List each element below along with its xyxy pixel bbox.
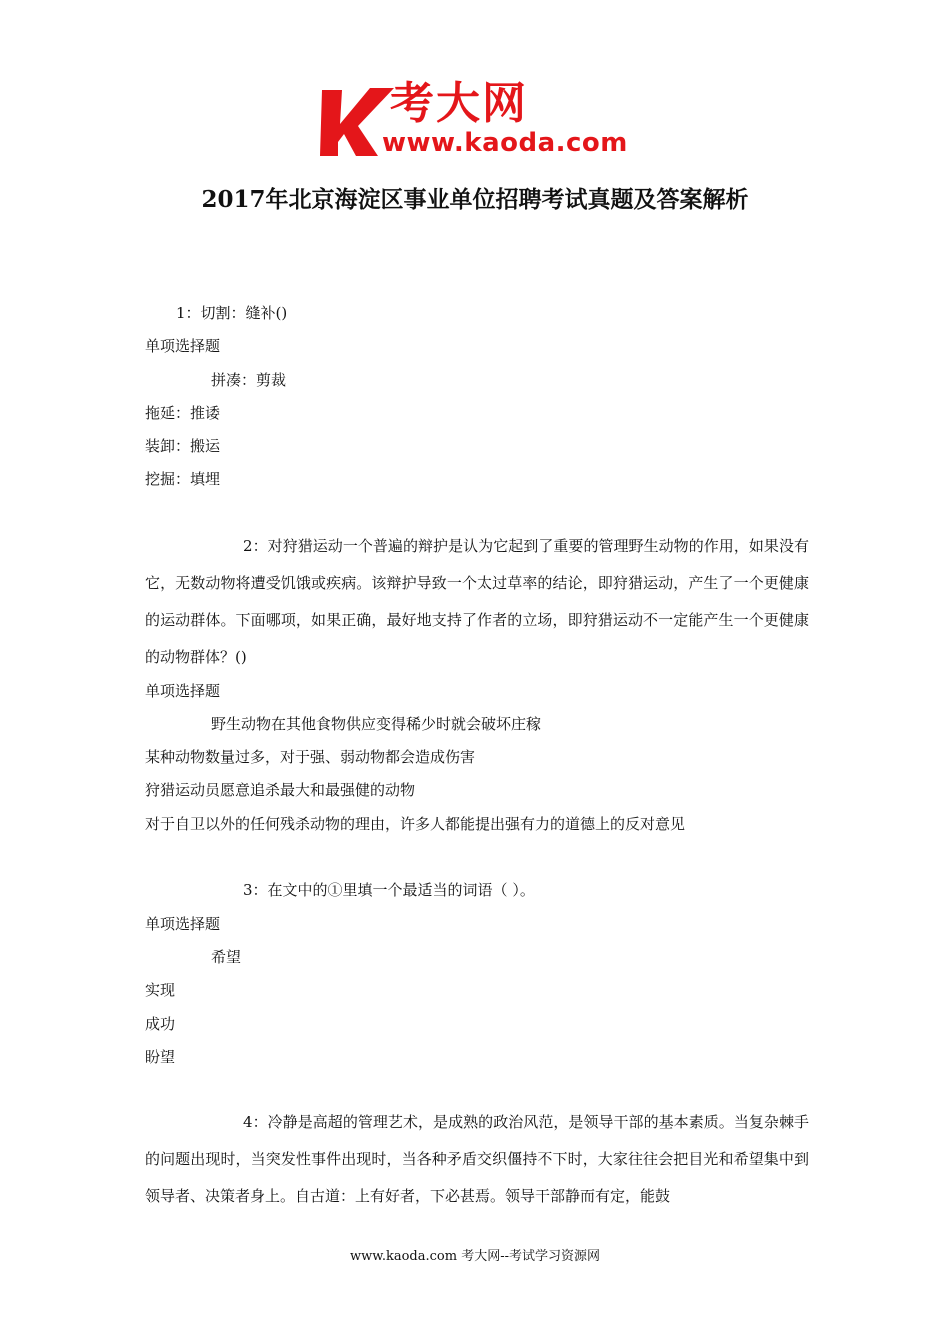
question-2-option-d: 对于自卫以外的任何残杀动物的理由，许多人都能提出强有力的道德上的反对意见 bbox=[145, 815, 686, 833]
logo-brand-cn: 考大网 bbox=[390, 78, 528, 129]
question-3-text: 3：在文中的①里填一个最适当的词语（ ）。 bbox=[243, 881, 535, 899]
page-footer: www.kaoda.com 考大网--考试学习资源网 bbox=[350, 1249, 600, 1264]
question-3-type: 单项选择题 bbox=[145, 915, 221, 933]
question-1-text: 1：切割：缝补() bbox=[176, 304, 288, 322]
question-3-option-d: 盼望 bbox=[145, 1048, 176, 1066]
question-4-text: 4：冷静是高超的管理艺术，是成熟的政治风范，是领导干部的基本素质。当复杂棘手的问题出现时，当突发性事件出现时，当各种矛盾交织僵持不下时，大家往往会把目光和希望集中到领导者、决策者身上。自古道：上有好者，下必甚焉。领导干部静而有定，能鼓 bbox=[145, 1113, 809, 1205]
question-1-option-b: 拖延：推诿 bbox=[145, 404, 221, 422]
question-3-option-a: 希望 bbox=[211, 948, 242, 966]
question-2-option-b: 某种动物数量过多，对于强、弱动物都会造成伤害 bbox=[145, 748, 476, 766]
question-1-option-a: 拼凑：剪裁 bbox=[211, 371, 287, 389]
logo-brand-url: www.kaoda.com bbox=[382, 128, 628, 158]
question-2-type: 单项选择题 bbox=[145, 682, 221, 700]
question-3-option-b: 实现 bbox=[145, 981, 176, 999]
document-title: 2017年北京海淀区事业单位招聘考试真题及答案解析 bbox=[201, 186, 749, 213]
question-2-option-c: 狩猎运动员愿意追杀最大和最强健的动物 bbox=[145, 781, 416, 799]
question-2-option-a: 野生动物在其他食物供应变得稀少时就会破坏庄稼 bbox=[211, 715, 542, 733]
question-1-option-c: 装卸：搬运 bbox=[145, 437, 221, 455]
question-2-text: 2：对狩猎运动一个普遍的辩护是认为它起到了重要的管理野生动物的作用，如果没有它，无数动物将遭受饥饿或疾病。该辩护导致一个太过草率的结论，即狩猎运动，产生了一个更健康的运动群体。下面哪项，如果正确，最好地支持了作者的立场，即狩猎运动不一定能产生一个更健康的动物群体？() bbox=[145, 537, 809, 666]
question-1-option-d: 挖掘：填埋 bbox=[145, 470, 221, 488]
question-1-type: 单项选择题 bbox=[145, 337, 221, 355]
logo bbox=[318, 78, 638, 162]
question-3-option-c: 成功 bbox=[145, 1015, 176, 1033]
